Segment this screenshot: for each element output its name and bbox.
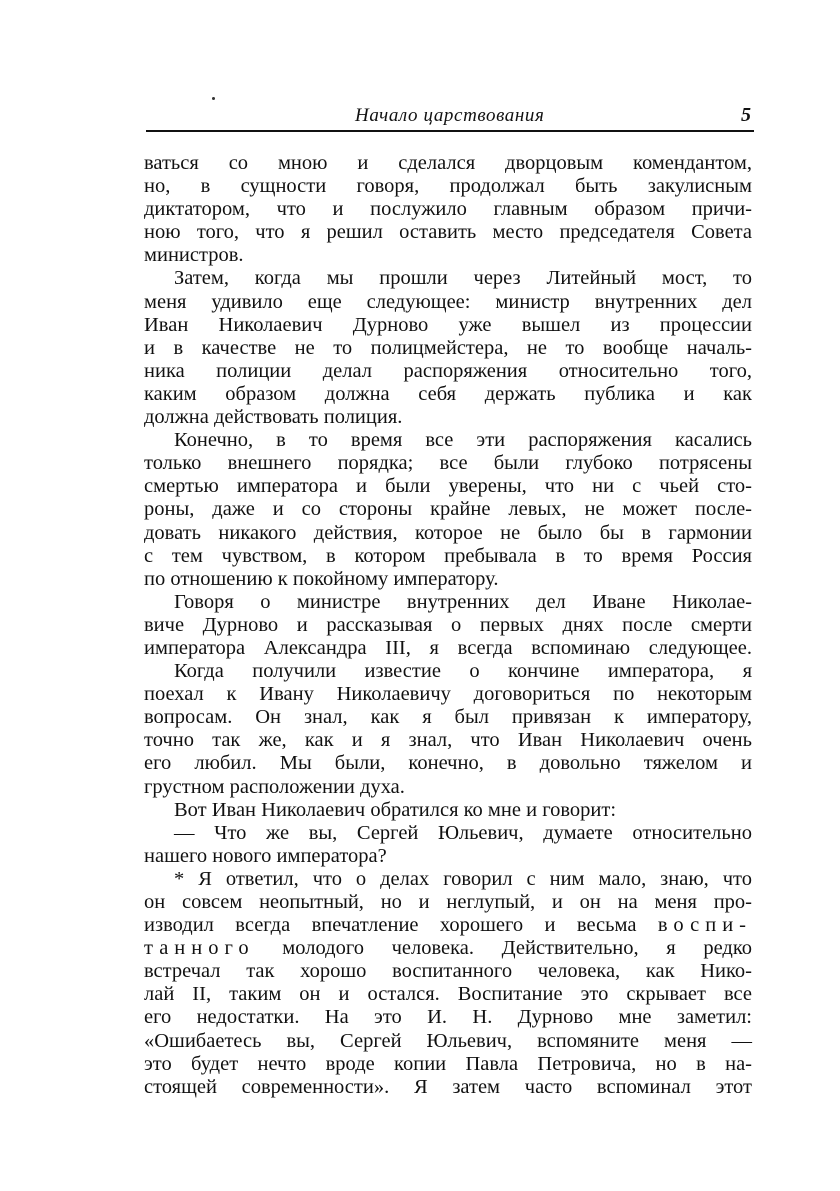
text-line: грустном расположении духа. [144, 775, 405, 798]
text-line: Говоря о министре внутренних дел Иване Николае- [174, 590, 752, 613]
text-line: ною того, что я решил оставить место председателя Совета [144, 221, 752, 244]
paragraph [144, 868, 752, 1099]
text-line: встречал так хорошо воспитанного человека, как Нико- [144, 960, 752, 983]
dialogue-paragraph [144, 822, 752, 868]
text-line: должна действовать полиция. [144, 406, 403, 429]
text-line: это будет нечто вроде копии Павла Петровича, но в на- [144, 1052, 752, 1075]
text-line: ника полиции делал распоряжения относительно того, [144, 359, 752, 382]
spaced-emphasis: танного [144, 937, 255, 960]
text-line: «Ошибаетесь вы, Сергей Юльевич, вспомяните меня — [144, 1029, 752, 1052]
text-line: его недостатки. На это И. Н. Дурново мне заметил: [144, 1006, 752, 1029]
text-line: лай II, таким он и остался. Воспитание это скрывает все [144, 983, 752, 1006]
text-fragment: молодого человека. Действительно, я редко [282, 937, 752, 960]
paragraph [144, 660, 752, 799]
text-line: нашего нового императора? [144, 844, 387, 867]
text-line: его любил. Мы были, конечно, в довольно тяжелом и [144, 752, 752, 775]
header-rule [146, 130, 754, 132]
text-line: довать никакого действия, которое не было бы в гармонии [144, 521, 752, 544]
text-line: вопросам. Он знал, как я был привязан к императору, [144, 706, 752, 729]
spaced-emphasis: воспи- [657, 914, 753, 937]
text-line: с тем чувством, в котором пребывала в то время Россия [144, 544, 752, 567]
paragraph [144, 799, 752, 822]
text-fragment: изводил всегда впечатление хорошего и весьма [144, 914, 637, 937]
text-line [144, 937, 752, 960]
text-line: по отношению к покойному императору. [144, 567, 499, 590]
text-line: каким образом должна себя держать публика и как [144, 382, 752, 405]
paragraph [144, 267, 752, 429]
text-line: стоящей современности». Я затем часто вспоминал этот [144, 1075, 752, 1098]
paragraph [144, 591, 752, 660]
text-line: императора Александра III, я всегда вспоминаю следующее. [144, 636, 752, 659]
text-line: виче Дурново и рассказывая о первых днях после смерти [144, 613, 752, 636]
text-line: точно так же, как и я знал, что Иван Николаевич очень [144, 729, 752, 752]
text-line: диктатором, что и послужило главным образом причи- [144, 198, 752, 221]
text-line: меня удивило еще следующее: министр внутренних дел [144, 290, 752, 313]
page-number: 5 [741, 104, 751, 126]
text-line: — Что же вы, Сергей Юльевич, думаете относительно [174, 821, 752, 844]
text-line: * Я ответил, что о делах говорил с ним мало, знаю, что [174, 867, 752, 890]
running-title: Начало царствования [355, 105, 545, 126]
paragraph [144, 429, 752, 591]
text-line: роны, даже и со стороны крайне левых, не может после- [144, 498, 752, 521]
text-line: Иван Николаевич Дурново уже вышел из процессии [144, 313, 752, 336]
print-speck [212, 97, 215, 100]
text-line: только внешнего порядка; все были глубоко потрясены [144, 452, 752, 475]
text-line: поехал к Ивану Николаевичу договориться по некоторым [144, 683, 752, 706]
paragraph [144, 152, 752, 267]
text-line: Конечно, в то время все эти распоряжения касались [174, 429, 752, 452]
text-line [144, 914, 752, 937]
text-line: он совсем неопытный, но и неглупый, и он на меня про- [144, 891, 752, 913]
text-line: но, в сущности говоря, продолжал быть закулисным [144, 175, 752, 198]
text-line: смертью императора и были уверены, что ни с чьей сто- [144, 475, 752, 498]
text-line: ваться со мною и сделался дворцовым комендантом, [144, 152, 752, 174]
text-line: Вот Иван Николаевич обратился ко мне и говорит: [174, 798, 617, 821]
text-line: Когда получили известие о кончине императора, я [174, 660, 752, 683]
body-text [144, 152, 752, 1099]
text-line: министров. [144, 244, 244, 267]
text-line: и в качестве не то полицмейстера, не то вообще началь- [144, 336, 752, 359]
text-line: Затем, когда мы прошли через Литейный мост, то [174, 267, 752, 290]
